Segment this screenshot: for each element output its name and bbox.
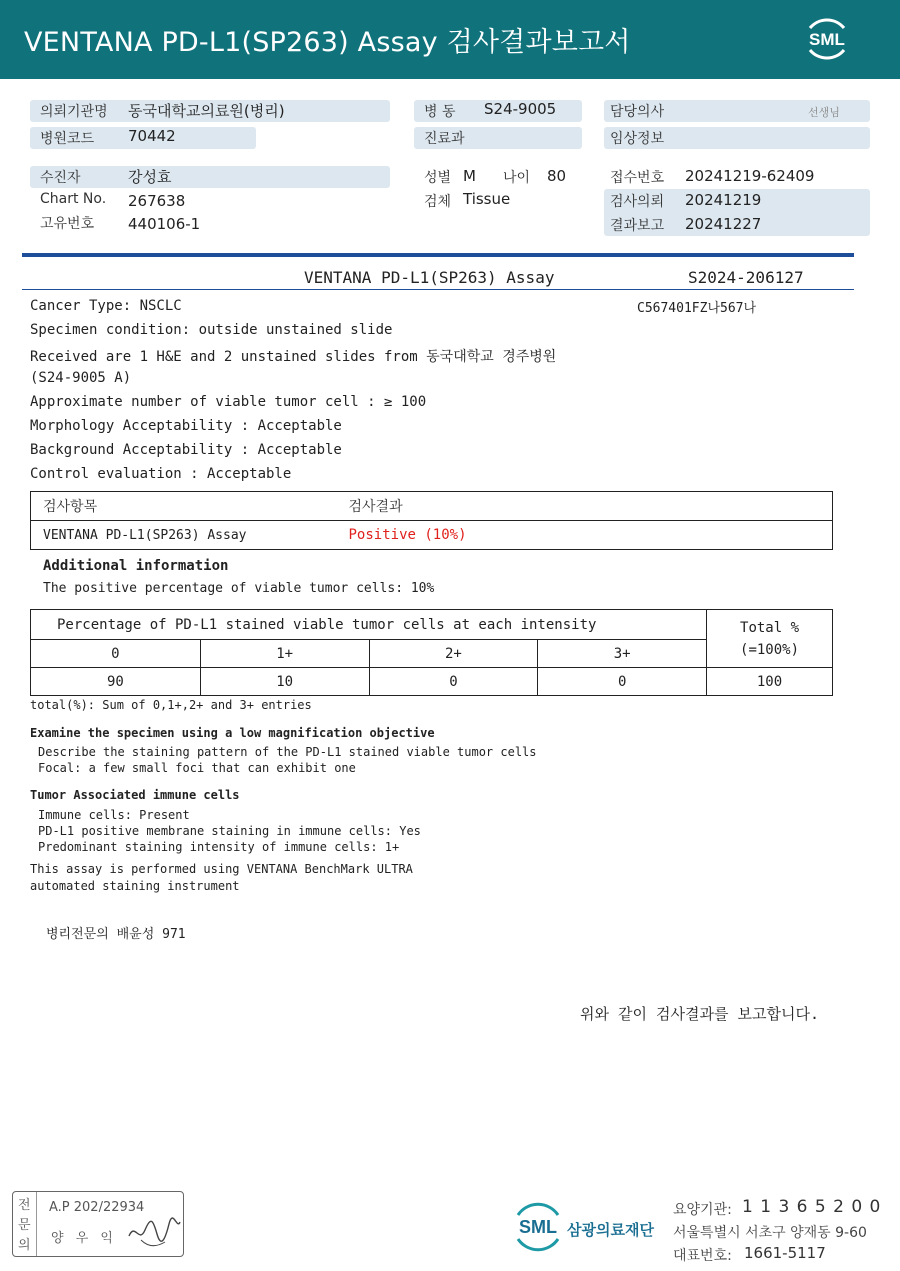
institution-label: 의뢰기관명 — [40, 104, 108, 120]
doctor-label: 담당의사 — [610, 104, 665, 120]
receipt-value: 20241219-62409 — [685, 167, 815, 185]
pathologist: 병리전문의 배윤성 971 — [46, 927, 186, 942]
intensity-table-header: Percentage of PD-L1 stained viable tumor cells at each intensity — [31, 610, 707, 640]
intensity-2: 2+ — [369, 640, 538, 668]
report-line: Specimen condition: outside unstained slide — [30, 322, 393, 338]
assay-note-line: automated staining instrument — [30, 879, 240, 893]
immune-line: Predominant staining intensity of immune cells: 1+ — [38, 840, 400, 854]
unique-value: 440106-1 — [128, 215, 201, 233]
sex-value: M — [463, 167, 476, 185]
report-line: Background Acceptability : Acceptable — [30, 442, 342, 458]
foundation-name: 삼광의료재단 — [567, 1221, 654, 1239]
value-3: 0 — [538, 668, 707, 696]
immune-line: PD-L1 positive membrane staining in immune cells: Yes — [38, 824, 421, 838]
result-item: VENTANA PD-L1(SP263) Assay — [31, 521, 337, 550]
result-table-row — [31, 521, 833, 550]
foundation-logo-text: SML — [519, 1217, 557, 1237]
institution-value: 동국대학교의료원(병리) — [128, 102, 285, 120]
stamp-char: 문 — [18, 1218, 31, 1233]
ward-value: S24-9005 — [484, 100, 557, 118]
specimen-label: 검체 — [424, 194, 452, 210]
doctor-suffix: 선생님 — [808, 106, 840, 119]
address: 서울특별시 서초구 양재동 9-60 — [673, 1225, 867, 1241]
report-title: VENTANA PD-L1(SP263) Assay 검사결과보고서 — [24, 27, 631, 58]
stamp-vertical-label — [13, 1192, 37, 1256]
specimen-code: C567401FZ나567나 — [637, 301, 757, 316]
hospital-code-label: 병원코드 — [40, 131, 95, 147]
foundation-logo-icon — [510, 1199, 566, 1255]
clinical-label: 임상정보 — [610, 131, 665, 147]
sex-label: 성별 — [424, 170, 452, 186]
intensity-0: 0 — [31, 640, 201, 668]
intensity-3: 3+ — [538, 640, 707, 668]
intensity-table — [30, 609, 833, 696]
result-table — [30, 491, 833, 550]
report-line: Cancer Type: NSCLC — [30, 298, 182, 314]
subtitle-divider — [22, 289, 854, 290]
additional-heading: Additional information — [43, 558, 229, 574]
value-1: 10 — [200, 668, 369, 696]
assay-note-line: This assay is performed using VENTANA BenchMark ULTRA — [30, 862, 413, 876]
total-header-line1: Total % — [740, 619, 800, 636]
dept-label: 진료과 — [424, 131, 465, 147]
report-number: S2024-206127 — [688, 268, 804, 287]
stamp-char: 의 — [18, 1238, 31, 1253]
hospital-code-value: 70442 — [128, 127, 176, 145]
value-0: 90 — [31, 668, 201, 696]
immune-heading: Tumor Associated immune cells — [30, 788, 240, 802]
code-label: 요양기관: — [673, 1202, 732, 1218]
phone-number: 1661-5117 — [744, 1244, 826, 1262]
report-header — [0, 0, 900, 79]
signature-icon — [125, 1210, 183, 1250]
value-total: 100 — [707, 668, 833, 696]
examine-heading: Examine the specimen using a low magnification objective — [30, 726, 435, 740]
stamp-char: 전 — [18, 1198, 31, 1213]
total-header — [707, 610, 833, 668]
report-date-value: 20241227 — [685, 215, 762, 233]
immune-line: Immune cells: Present — [38, 808, 190, 822]
patient-row — [30, 166, 390, 188]
report-line: Control evaluation : Acceptable — [30, 466, 292, 482]
institution-code: 1 1 3 6 5 2 0 0 — [742, 1197, 882, 1217]
phone-label: 대표번호: — [673, 1248, 732, 1264]
result-table-header — [31, 492, 833, 521]
section-divider — [22, 253, 854, 257]
receipt-label: 접수번호 — [610, 170, 665, 186]
report-date-label: 결과보고 — [610, 218, 665, 234]
result-value: Positive (10%) — [337, 521, 833, 550]
col-result-header: 검사결과 — [337, 492, 833, 521]
chart-value: 267638 — [128, 192, 186, 210]
chart-label: Chart No. — [40, 191, 107, 207]
total-header-line2: (=100%) — [740, 641, 800, 658]
age-value: 80 — [547, 167, 567, 185]
value-2: 0 — [369, 668, 538, 696]
request-label: 검사의뢰 — [610, 194, 665, 210]
col-item-header: 검사항목 — [31, 492, 337, 521]
examine-line: Describe the staining pattern of the PD-L1 stained viable tumor cells — [38, 745, 537, 759]
report-line: Morphology Acceptability : Acceptable — [30, 418, 342, 434]
specimen-value: Tissue — [463, 190, 511, 208]
patient-value: 강성효 — [128, 168, 172, 186]
value-row — [31, 668, 833, 696]
report-line: (S24-9005 A) — [30, 370, 132, 386]
logo-text: SML — [809, 30, 845, 49]
intensity-1: 1+ — [200, 640, 369, 668]
closing-statement: 위와 같이 검사결과를 보고합니다. — [580, 1005, 819, 1023]
report-line: Received are 1 H&E and 2 unstained slides from 동국대학교 경주병원 — [30, 349, 557, 365]
patient-label: 수진자 — [40, 170, 81, 186]
unique-label: 고유번호 — [40, 216, 95, 232]
sml-logo-icon — [800, 12, 854, 66]
ap-number: A.P 202/22934 — [49, 1200, 145, 1215]
examine-line: Focal: a few small foci that can exhibit one — [38, 761, 356, 775]
doctor-name: 양 우 익 — [51, 1231, 117, 1246]
ward-label: 병 동 — [424, 104, 456, 120]
assay-title: VENTANA PD-L1(SP263) Assay — [304, 268, 555, 287]
report-line: Approximate number of viable tumor cell : ≥ 100 — [30, 394, 427, 410]
age-label: 나이 — [503, 170, 531, 186]
additional-text: The positive percentage of viable tumor cells: 10% — [43, 581, 435, 596]
total-note: total(%): Sum of 0,1+,2+ and 3+ entries — [30, 698, 312, 712]
request-value: 20241219 — [685, 191, 762, 209]
signature-stamp — [12, 1191, 184, 1257]
